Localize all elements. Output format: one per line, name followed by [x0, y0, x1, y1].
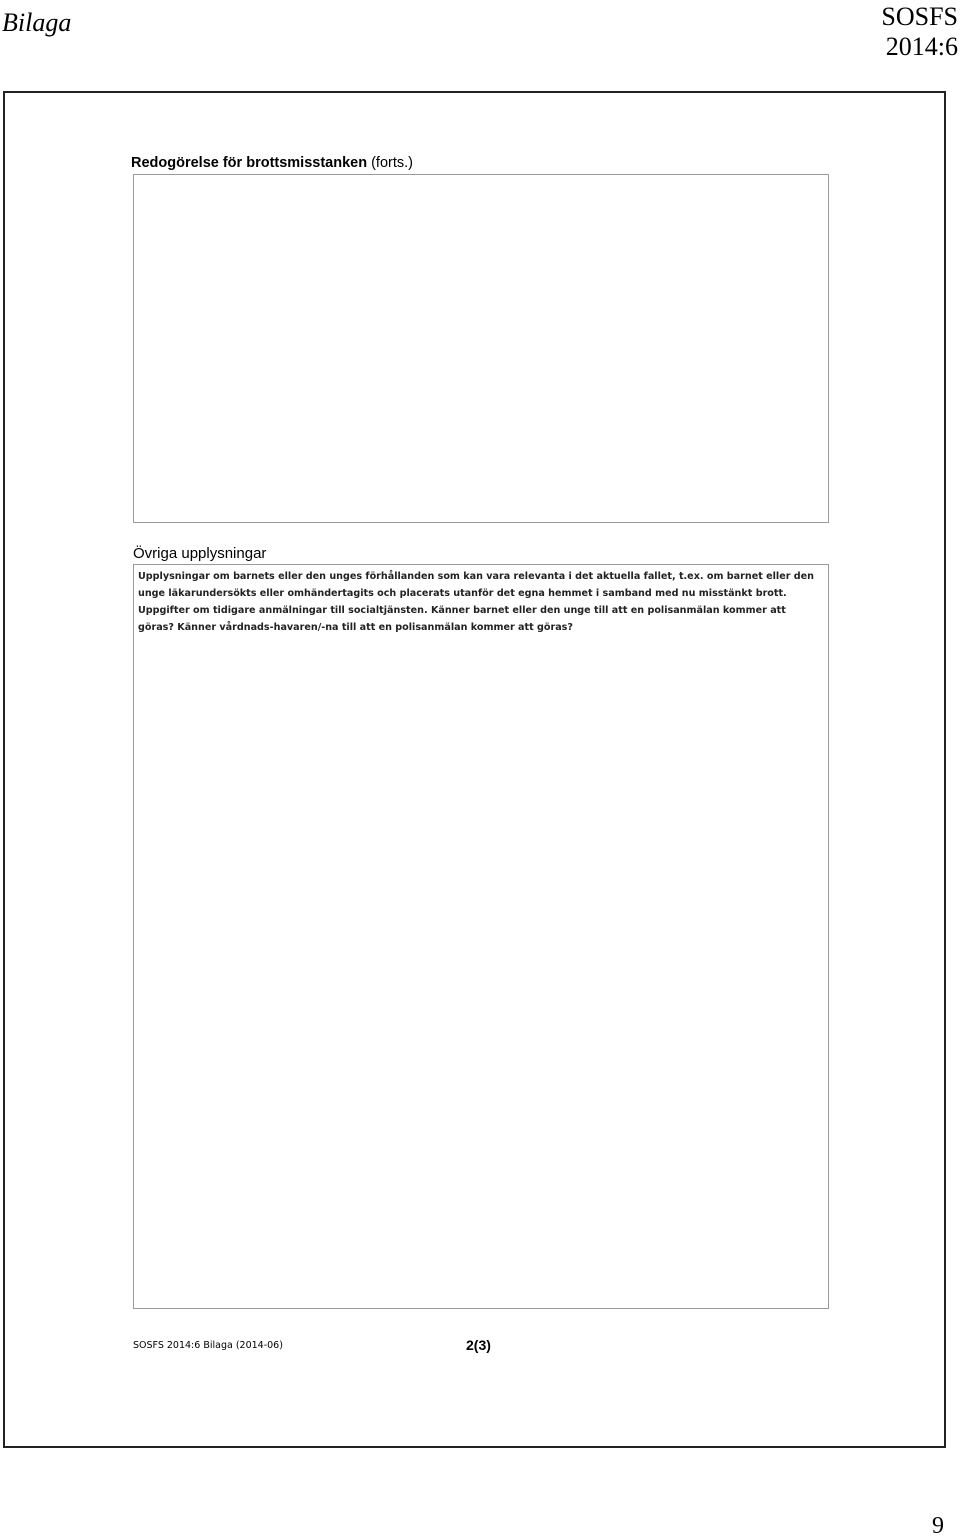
section-title-other-info: Övriga upplysningar — [133, 545, 267, 562]
other-info-text-area[interactable] — [133, 564, 829, 1309]
header-code-line1: SOSFS — [881, 2, 958, 31]
crime-suspicion-text-area[interactable] — [133, 174, 829, 523]
section-title-bold: Redogörelse för brottsmisstanken — [131, 155, 368, 171]
header-regulation-code — [881, 2, 958, 62]
header-appendix-label: Bilaga — [2, 8, 72, 37]
section-title-suffix: (forts.) — [367, 155, 413, 171]
other-info-instructions: Upplysningar om barnets eller den unges förhållanden som kan vara relevanta i det aktuella fallet, t.ex. om barnet eller den unge läkarundersökts eller omhändertagits och placerats utanför det egna hemmet i samband med nu misstänkt brott. Uppgifter om tidigare anmälningar till socialtjänsten. Känner barnet eller den unge till att en polisanmälan kommer att göras? Känner vårdnads-havaren/-na till att en polisanmälan kommer att göras? — [138, 571, 814, 633]
footer-document-id: SOSFS 2014:6 Bilaga (2014-06) — [133, 1340, 283, 1351]
header-code-line2: 2014:6 — [885, 32, 958, 61]
section-title-crime-suspicion — [131, 154, 413, 172]
footer-page-of: 2(3) — [466, 1337, 491, 1353]
page-number: 9 — [932, 1513, 944, 1539]
